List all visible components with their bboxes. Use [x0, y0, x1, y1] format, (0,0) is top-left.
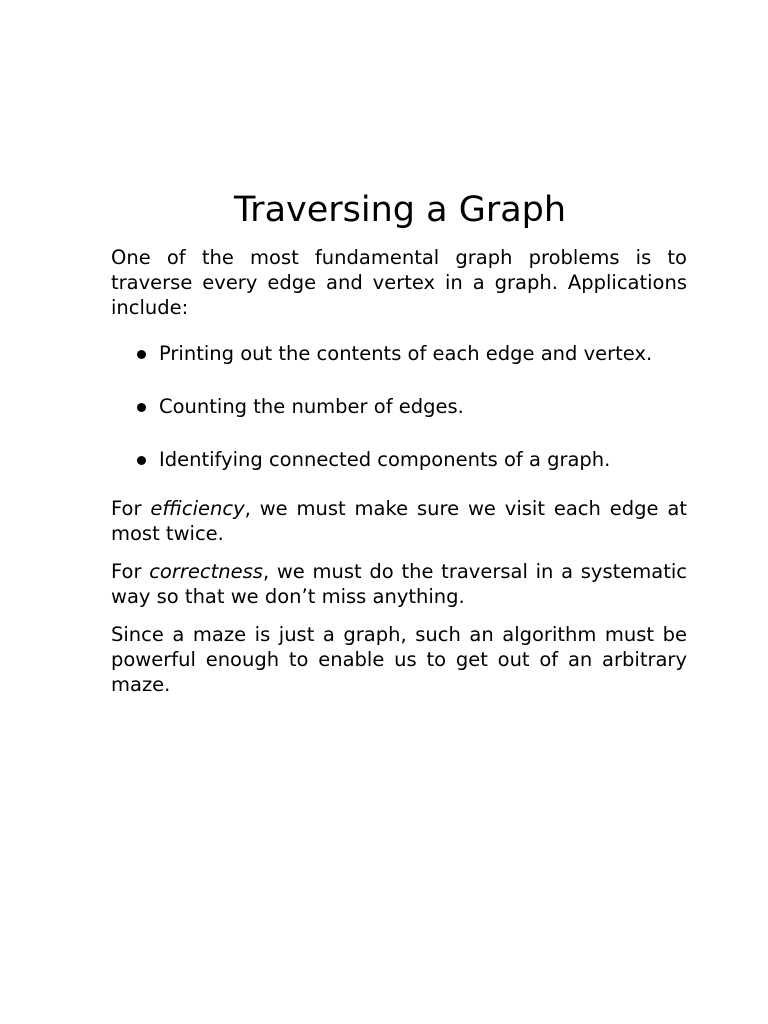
- correctness-text: , we must do the traversal in a systematic way so that we don’t miss anything.: [111, 560, 687, 608]
- correctness-term: correctness: [149, 560, 263, 583]
- document-body: [111, 245, 687, 710]
- maze-paragraph: Since a maze is just a graph, such an algorithm must be powerful enough to enable us to get out of an arbitrary maze.: [111, 623, 687, 696]
- efficiency-term: efficiency: [150, 497, 245, 520]
- list-item-text: Printing out the contents of each edge and vertex.: [159, 342, 653, 365]
- applications-list: [111, 341, 687, 472]
- correctness-paragraph: [111, 559, 687, 609]
- list-item-text: Identifying connected components of a graph.: [159, 448, 611, 471]
- efficiency-prefix: For: [111, 497, 151, 520]
- list-item: [111, 341, 687, 366]
- intro-paragraph: One of the most fundamental graph problems is to traverse every edge and vertex in a graph. Applications include:: [111, 246, 687, 319]
- list-item: [111, 447, 687, 472]
- bullet-icon: [137, 350, 146, 359]
- correctness-prefix: For: [111, 560, 150, 583]
- bullet-icon: [137, 456, 146, 465]
- bullet-icon: [137, 403, 146, 412]
- list-item: [111, 394, 687, 419]
- efficiency-text: , we must make sure we visit each edge at most twice.: [111, 497, 687, 545]
- list-item-text: Counting the number of edges.: [159, 395, 464, 418]
- page-title: Traversing a Graph: [233, 190, 567, 230]
- efficiency-paragraph: [111, 496, 687, 546]
